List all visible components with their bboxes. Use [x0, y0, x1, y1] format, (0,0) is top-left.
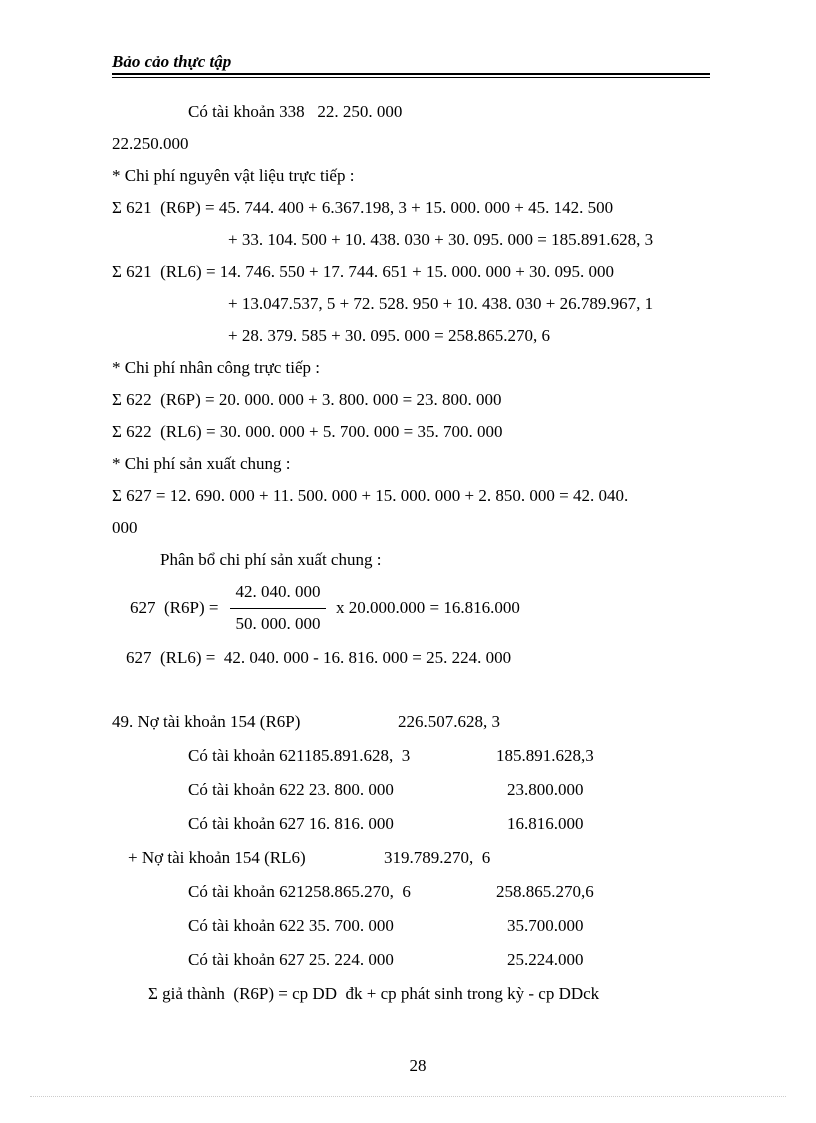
section-heading: * Chi phí sản xuất chung : [112, 454, 291, 473]
formula-line: Σ 621 (RL6) = 14. 746. 550 + 17. 744. 651 + 15. 000. 000 + 30. 095. 000 [112, 262, 615, 281]
formula-line: + 13.047.537, 5 + 72. 528. 950 + 10. 438. 030 + 26.789.967, 1 [228, 294, 654, 313]
formula-line: Σ giả thành (R6P) = cp DD đk + cp phát sinh trong kỳ - cp DDck [148, 984, 600, 1003]
fraction-bar [230, 608, 326, 609]
page-header-title: Bảo cảo thực tập [112, 52, 232, 71]
entry-amount: 25.224.000 [507, 950, 584, 969]
formula-line: Σ 622 (R6P) = 20. 000. 000 + 3. 800. 000 = 23. 800. 000 [112, 390, 502, 409]
text-line: 22.250.000 [112, 134, 189, 153]
entry-amount: 258.865.270,6 [496, 882, 594, 901]
entry-amount: 16.816.000 [507, 814, 584, 833]
section-heading: * Chi phí nhân công trực tiếp : [112, 358, 320, 377]
section-heading: * Chi phí nguyên vật liệu trực tiếp : [112, 166, 355, 185]
text-line: Phân bổ chi phí sản xuất chung : [160, 550, 382, 569]
entry-credit: Có tài khoản 627 25. 224. 000 [188, 950, 394, 969]
entry-amount: 319.789.270, 6 [384, 848, 491, 867]
formula-line: x 20.000.000 = 16.816.000 [336, 598, 520, 617]
formula-label: 627 (R6P) = [130, 598, 219, 617]
formula-line: 627 (RL6) = 42. 040. 000 - 16. 816. 000 = 25. 224. 000 [126, 648, 512, 667]
entry-credit: Có tài khoản 622 35. 700. 000 [188, 916, 394, 935]
text-line: Có tài khoản 338 22. 250. 000 [188, 102, 403, 121]
entry-debit: 49. Nợ tài khoản 154 (R6P) [112, 712, 301, 731]
entry-credit: Có tài khoản 621258.865.270, 6 [188, 882, 411, 901]
formula-line: 000 [112, 518, 138, 537]
formula-line: Σ 627 = 12. 690. 000 + 11. 500. 000 + 15. 000. 000 + 2. 850. 000 = 42. 040. [112, 486, 629, 505]
header-rule-thin [112, 77, 710, 78]
entry-amount: 226.507.628, 3 [398, 712, 500, 731]
entry-credit: Có tài khoản 622 23. 800. 000 [188, 780, 394, 799]
entry-amount: 35.700.000 [507, 916, 584, 935]
entry-amount: 23.800.000 [507, 780, 584, 799]
page-bottom-divider [30, 1096, 786, 1097]
header-rule-thick [112, 73, 710, 75]
fraction-numerator: 42. 040. 000 [235, 582, 321, 601]
entry-credit: Có tài khoản 621185.891.628, 3 [188, 746, 411, 765]
entry-debit: + Nợ tài khoản 154 (RL6) [128, 848, 306, 867]
formula-line: Σ 622 (RL6) = 30. 000. 000 + 5. 700. 000 = 35. 700. 000 [112, 422, 503, 441]
page-number: 28 [409, 1056, 427, 1075]
entry-amount: 185.891.628,3 [496, 746, 594, 765]
fraction-denominator: 50. 000. 000 [235, 614, 321, 633]
formula-line: Σ 621 (R6P) = 45. 744. 400 + 6.367.198, 3 + 15. 000. 000 + 45. 142. 500 [112, 198, 614, 217]
entry-credit: Có tài khoản 627 16. 816. 000 [188, 814, 394, 833]
formula-line: + 28. 379. 585 + 30. 095. 000 = 258.865.270, 6 [228, 326, 551, 345]
formula-line: + 33. 104. 500 + 10. 438. 030 + 30. 095. 000 = 185.891.628, 3 [228, 230, 654, 249]
